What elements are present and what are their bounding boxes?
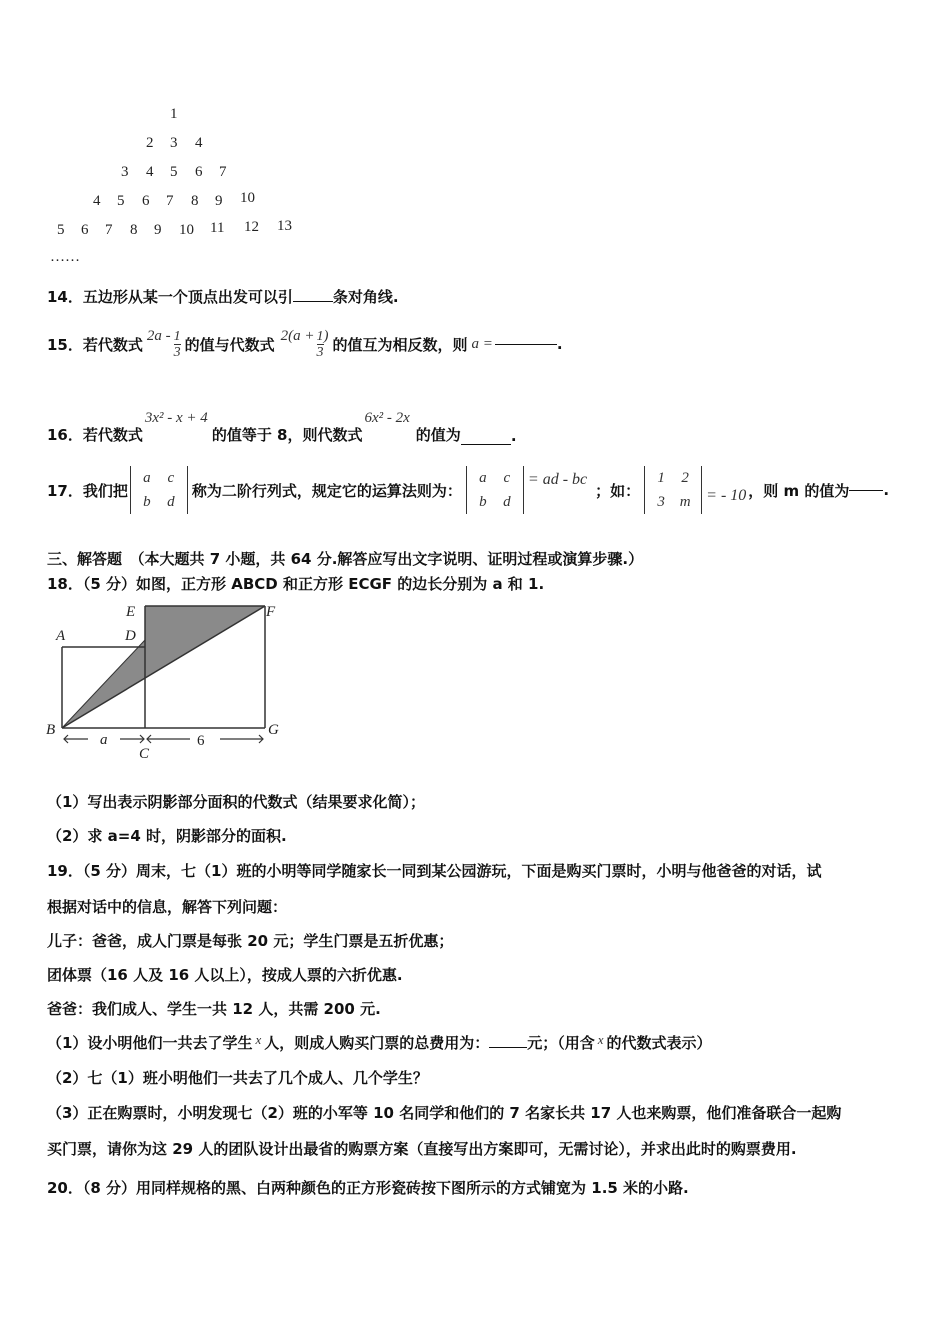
q19-part-2: （2）七（1）班小明他们一共去了几个成人、几个学生？ <box>47 1069 428 1087</box>
q19-part-1 <box>47 1032 712 1053</box>
det-cell: d <box>503 494 511 510</box>
triangle-cell: 1 <box>170 106 178 122</box>
q19-p1a: （1）设小明他们一共去了学生 <box>47 1034 253 1052</box>
question-14 <box>47 286 399 307</box>
q16-label: 16．若代数式 <box>47 426 143 444</box>
determinant-1 <box>130 466 188 514</box>
q16-mid: 的值等于 8，则代数式 <box>211 426 363 444</box>
label-F: F <box>266 604 276 620</box>
triangle-cell: 11 <box>210 220 225 236</box>
answer-blank <box>461 444 511 445</box>
q19-part-3a: （3）正在购票时，小明发现七（2）班的小军等 10 名同学和他们的 7 名家长共 17 人也来购票，他们准备联合一起购 <box>47 1104 842 1122</box>
q18-part-1: （1）写出表示阴影部分面积的代数式（结果要求化简）； <box>47 793 425 811</box>
triangle-cell: 4 <box>93 193 101 209</box>
frac-den: 3 <box>316 344 324 360</box>
q15-mid: 的值与代数式 <box>184 335 275 354</box>
q19-part-3b: 买门票，请你为这 29 人的团队设计出最省的购票方案（直接写出方案即可，无需讨论），并求出此时的购票费用. <box>47 1140 797 1158</box>
triangle-cell: 7 <box>219 164 227 180</box>
triangle-cell: 8 <box>191 193 199 209</box>
answer-blank <box>849 490 883 491</box>
q15-period: . <box>556 335 563 353</box>
triangle-cell: 9 <box>154 222 162 238</box>
triangle-cell: 12 <box>244 219 259 235</box>
q17-rule: = ad - bc <box>527 471 588 488</box>
triangle-cell: 5 <box>117 193 125 209</box>
q14-suffix: 条对角线. <box>332 288 399 306</box>
q15-expr2-close: ) <box>323 327 329 344</box>
label-E: E <box>126 604 136 620</box>
question-17 <box>47 462 889 518</box>
triangle-cell: 5 <box>170 164 178 180</box>
det-cell: d <box>167 494 175 510</box>
frac-den: 3 <box>173 344 181 360</box>
question-16 <box>47 405 517 445</box>
q16-end: 的值为 <box>415 426 461 444</box>
triangle-cell: 6 <box>142 193 150 209</box>
answer-blank <box>489 1047 527 1048</box>
triangle-cell: 5 <box>57 222 65 238</box>
q17-eq: = - 10 <box>706 487 747 504</box>
triangle-cell: 9 <box>215 193 223 209</box>
q15-fraction-2 <box>317 329 324 360</box>
answer-blank <box>495 344 557 345</box>
det-cell: 2 <box>681 470 689 486</box>
q19-line-5: 爸爸：我们成人、学生一共 12 人，共需 200 元. <box>47 1000 381 1018</box>
ellipsis: …… <box>50 249 80 265</box>
triangle-cell: 3 <box>170 135 178 151</box>
q16-period: . <box>510 427 517 445</box>
question-18-title: 18．（5 分）如图，正方形 ABCD 和正方形 ECGF 的边长分别为 a 和 1. <box>47 575 545 593</box>
q17-period: . <box>883 481 890 499</box>
q17-mid: 称为二阶行列式，规定它的运算法则为： <box>191 481 462 500</box>
det-cell: b <box>479 494 487 510</box>
triangle-cell: 10 <box>179 222 194 238</box>
triangle-cell: 3 <box>121 164 129 180</box>
triangle-cell: 6 <box>195 164 203 180</box>
det-cell: a <box>143 470 151 486</box>
square-figure <box>40 600 290 760</box>
q15-label: 15．若代数式 <box>47 335 143 354</box>
triangle-cell: 7 <box>105 222 113 238</box>
triangle-cell: 2 <box>146 135 154 151</box>
q15-expr1: 2a - <box>146 327 171 344</box>
q19-var-x: x <box>255 1032 262 1047</box>
q16-expr1: 3x² - x + 4 <box>144 410 208 426</box>
triangle-cell: 4 <box>195 135 203 151</box>
q18-part-2: （2）求 a=4 时，阴影部分的面积. <box>47 827 287 845</box>
answer-blank <box>293 301 333 302</box>
q15-var: a = <box>471 335 493 352</box>
q19-p1c: 元；（用含 <box>527 1034 595 1052</box>
q16-expr2: 6x² - 2x <box>364 410 410 426</box>
det-cell: a <box>479 470 487 486</box>
label-A: A <box>56 628 66 644</box>
q19-p1b: 人，则成人购买门票的总费用为： <box>264 1034 490 1052</box>
label-a: a <box>100 732 108 748</box>
det-cell: 1 <box>657 470 665 486</box>
label-B: B <box>46 722 56 738</box>
determinant-2 <box>466 466 524 514</box>
det-cell: 3 <box>657 494 665 510</box>
determinant-3 <box>644 466 702 514</box>
q19-p1d: 的代数式表示） <box>606 1034 712 1052</box>
q17-eg: ；如： <box>595 481 641 500</box>
q15-expr2: 2(a + <box>280 327 315 344</box>
q19-line-2: 根据对话中的信息，解答下列问题： <box>47 898 288 916</box>
q19-line-4: 团体票（16 人及 16 人以上），按成人票的六折优惠. <box>47 966 403 984</box>
frac-num: 1 <box>316 328 324 344</box>
det-cell: m <box>679 494 691 510</box>
label-G: G <box>268 722 279 738</box>
triangle-cell: 10 <box>240 190 255 206</box>
label-D: D <box>125 628 136 644</box>
det-cell: c <box>503 470 511 486</box>
triangle-cell: 13 <box>277 218 292 234</box>
label-C: C <box>139 746 150 760</box>
triangle-cell: 6 <box>81 222 89 238</box>
triangle-cell: 4 <box>146 164 154 180</box>
q17-end: ，则 m 的值为 <box>748 481 850 500</box>
label-6: 6 <box>197 733 205 749</box>
q15-fraction <box>174 329 181 360</box>
q19-line-1: 19．（5 分）周末，七（1）班的小明等同学随家长一同到某公园游玩，下面是购买门票时，小明与他爸爸的对话，试 <box>47 862 822 880</box>
section-heading: 三、解答题 （本大题共 7 小题，共 64 分.解答应写出文字说明、证明过程或演算步骤.） <box>47 550 644 568</box>
question-15 <box>47 322 563 366</box>
det-cell: b <box>143 494 151 510</box>
det-cell: c <box>167 470 175 486</box>
triangle-cell: 8 <box>130 222 138 238</box>
question-20: 20．（8 分）用同样规格的黑、白两种颜色的正方形瓷砖按下图所示的方式铺宽为 1.5 米的小路. <box>47 1179 689 1197</box>
q15-end: 的值互为相反数，则 <box>332 335 468 354</box>
q19-var-x-2: x <box>597 1032 604 1047</box>
q14-text: 14．五边形从某一个顶点出发可以引 <box>47 288 293 306</box>
q19-line-3: 儿子：爸爸，成人门票是每张 20 元；学生门票是五折优惠； <box>47 932 454 950</box>
q17-label: 17．我们把 <box>47 481 128 500</box>
triangle-cell: 7 <box>166 193 174 209</box>
frac-num: 1 <box>173 328 181 344</box>
